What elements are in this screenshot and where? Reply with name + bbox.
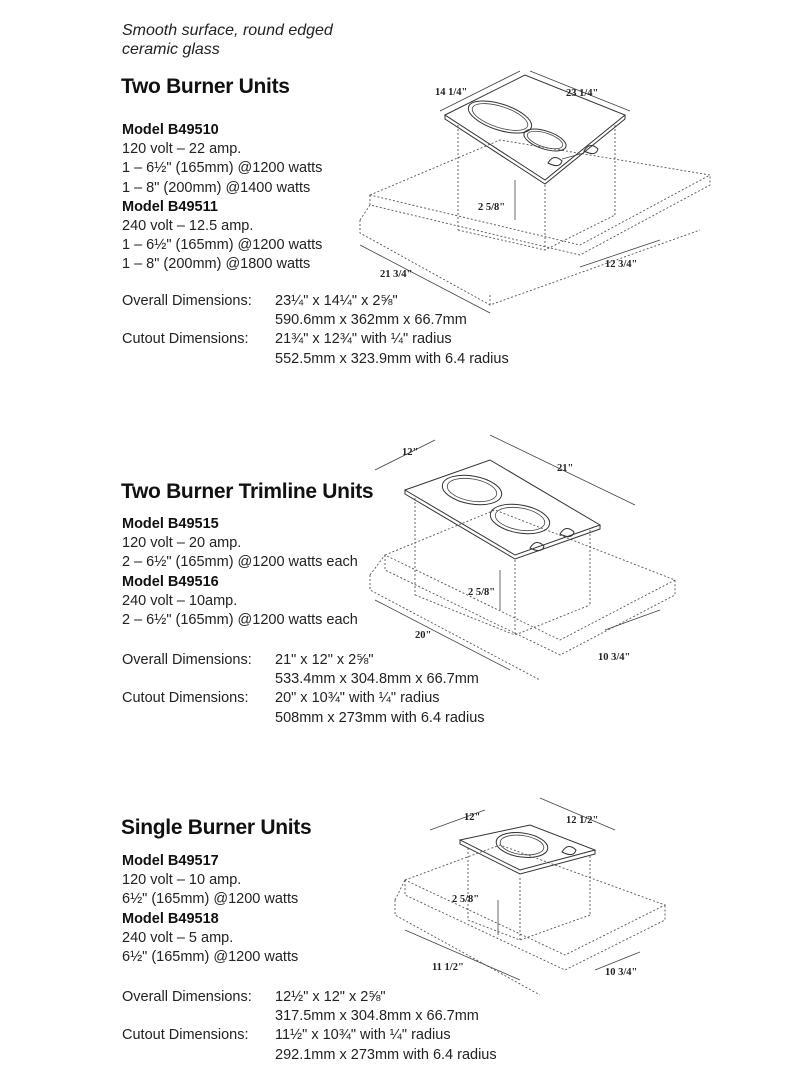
overall-label: Overall Dimensions: [122,293,252,309]
dim-label-bottom-right: 10 3/4" [605,967,638,978]
cutout-value-metric: 292.1mm x 273mm with 6.4 radius [275,1046,497,1063]
specs-trimline [122,515,358,630]
spec-line: 1 – 8" (200mm) @1800 watts [122,256,311,273]
cutout-value: 21¾" x 12¾" with ¼" radius [275,331,452,348]
dim-label-bottom-right: 12 3/4" [605,259,638,270]
spec-line: 240 volt – 12.5 amp. [122,218,254,235]
spec-line: 120 volt – 22 amp. [122,141,242,158]
cutout-value-metric: 508mm x 273mm with 6.4 radius [275,709,485,726]
overall-value-metric: 590.6mm x 362mm x 66.7mm [275,312,467,329]
section-title-single-burner: Single Burner Units [121,816,312,839]
dim-label-bottom-left: 20" [415,630,432,641]
spec-line: 1 – 6½" (165mm) @1200 watts [122,160,323,177]
dim-label-bottom-left: 11 1/2" [432,962,464,973]
model-name: Model B49516 [122,573,219,590]
diagram-trimline [360,430,690,685]
cutout-value-metric: 552.5mm x 323.9mm with 6.4 radius [275,350,509,367]
intro-line-1: Smooth surface, round edged [122,22,333,39]
cutout-label: Cutout Dimensions: [122,1027,249,1044]
dim-label-top-right: 12 1/2" [566,815,599,826]
specs-two-burner [122,121,322,275]
spec-line: 240 volt – 5 amp. [122,929,234,946]
section-title-two-burner: Two Burner Units [121,75,290,98]
dim-label-top-left: 12" [464,812,481,823]
spec-line: 6½" (165mm) @1200 watts [122,949,299,966]
model-name: Model B49518 [122,910,219,927]
section-title-trimline: Two Burner Trimline Units [121,480,374,503]
spec-line: 120 volt – 20 amp. [122,535,242,552]
specs-single-burner [122,852,298,967]
overall-value: 12½" x 12" x 2⅝" [275,989,386,1005]
spec-line: 240 volt – 10amp. [122,592,238,609]
spec-line: 2 – 6½" (165mm) @1200 watts each [122,554,358,571]
overall-value: 21" x 12" x 2⅝" [275,652,374,668]
model-name: Model B49515 [122,516,219,532]
spec-line: 120 volt – 10 amp. [122,872,242,889]
overall-value: 23¼" x 14¼" x 2⅝" [275,293,398,309]
cutout-value: 20" x 10¾" with ¼" radius [275,690,440,707]
model-name: Model B49510 [122,122,219,138]
spec-line: 1 – 6½" (165mm) @1200 watts [122,237,323,254]
overall-label: Overall Dimensions: [122,989,252,1005]
intro-line-2: ceramic glass [122,41,220,58]
intro-text [122,21,333,59]
spec-line: 6½" (165mm) @1200 watts [122,891,299,908]
overall-value-metric: 533.4mm x 304.8mm x 66.7mm [275,671,479,688]
model-name: Model B49511 [122,198,218,215]
dim-label-bottom-left: 21 3/4" [380,269,413,280]
dim-label-top-left: 14 1/4" [435,87,468,98]
overall-value-metric: 317.5mm x 304.8mm x 66.7mm [275,1008,479,1025]
dim-label-depth: 2 5/8" [478,202,506,213]
dim-label-top-left: 12" [402,447,419,458]
cutout-label: Cutout Dimensions: [122,331,249,348]
spec-line: 1 – 8" (200mm) @1400 watts [122,179,311,196]
model-name: Model B49517 [122,853,219,869]
dim-label-top-right: 23 1/4" [566,88,599,99]
dim-label-depth: 2 5/8" [452,894,480,905]
cutout-value: 11½" x 10¾" with ¼" radius [275,1027,451,1044]
dim-label-bottom-right: 10 3/4" [598,652,631,663]
diagram-single-burner [390,790,680,1010]
dim-label-top-right: 21" [557,463,574,474]
diagram-two-burner [340,55,720,315]
cutout-label: Cutout Dimensions: [122,690,249,707]
dim-label-depth: 2 5/8" [468,587,496,598]
spec-line: 2 – 6½" (165mm) @1200 watts each [122,612,358,629]
overall-label: Overall Dimensions: [122,652,252,668]
